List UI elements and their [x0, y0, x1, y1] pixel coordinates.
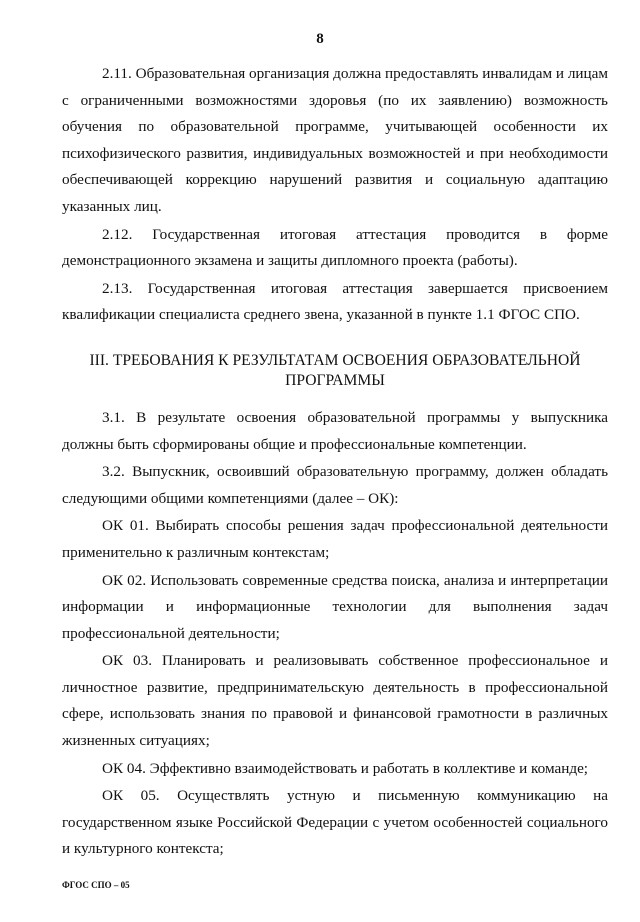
- paragraph-3-2: 3.2. Выпускник, освоивший образовательную программу, должен обладать следующими общими компетенциями (далее – ОК):: [62, 463, 608, 507]
- paragraph-2-11: 2.11. Образовательная организация должна предоставлять инвалидам и лицам с ограниченными возможностями здоровья (по их заявлению) возможность обучения по образовательной программе, учитывающей особенности их психофизического развития, индивидуальных возможностей и при необходимости обеспечивающей коррекцию нарушений развития и социальную адаптацию указанных лиц.: [62, 65, 608, 215]
- paragraph-ok-05: ОК 05. Осуществлять устную и письменную коммуникацию на государственном языке Российской Федерации с учетом особенностей социального и культурного контекста;: [62, 787, 608, 858]
- paragraph-ok-01: ОК 01. Выбирать способы решения задач профессиональной деятельности применительно к различным контекстам;: [62, 517, 608, 561]
- page-number: 8: [316, 31, 324, 47]
- paragraph-2-13: 2.13. Государственная итоговая аттестация завершается присвоением квалификации специалиста среднего звена, указанной в пункте 1.1 ФГОС СПО.: [62, 279, 608, 324]
- section-heading: III. ТРЕБОВАНИЯ К РЕЗУЛЬТАТАМ ОСВОЕНИЯ ОБРАЗОВАТЕЛЬНОЙ ПРОГРАММЫ: [89, 351, 581, 389]
- paragraph-2-12: 2.12. Государственная итоговая аттестация проводится в форме демонстрационного экзамена и защиты дипломного проекта (работы).: [62, 225, 608, 270]
- paragraph-ok-02: ОК 02. Использовать современные средства поиска, анализа и интерпретации информации и информационные технологии для выполнения задач профессиональной деятельности;: [62, 571, 608, 642]
- document-body: [62, 61, 608, 863]
- paragraph-3-1: 3.1. В результате освоения образовательной программы у выпускника должны быть сформированы общие и профессиональные компетенции.: [62, 408, 608, 453]
- paragraph-ok-04: ОК 04. Эффективно взаимодействовать и работать в коллективе и команде;: [102, 759, 589, 777]
- paragraph-ok-03: ОК 03. Планировать и реализовывать собственное профессиональное и личностное развитие, предпринимательскую деятельность в профессиональной сфере, использовать знания по правовой и финансовой грамотности в различных жизненных ситуациях;: [62, 652, 608, 750]
- footer-code: ФГОС СПО – 05: [62, 880, 130, 890]
